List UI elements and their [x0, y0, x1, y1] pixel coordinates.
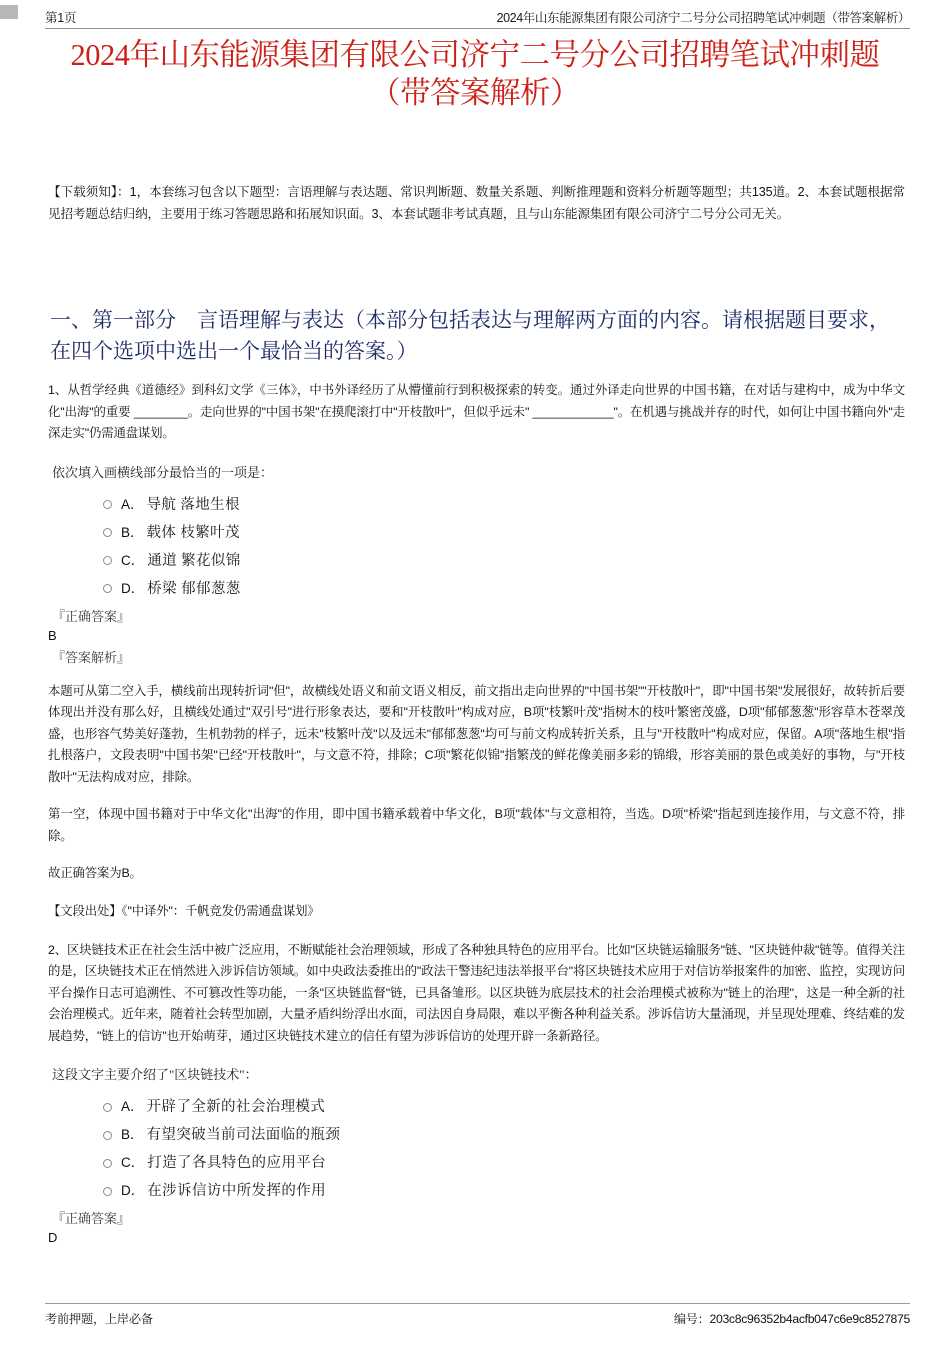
correct-answer-value: D	[48, 1230, 58, 1245]
download-notice: 【下载须知】：1，本套练习包含以下题型：言语理解与表达题、常识判断题、数量关系题、判断推理题和资料分析题等题型；共135道。2、本套试题根据常见招考题总结归纳，主要用于练习答题思路和拓展知识面。3、本套试题非考试真题，且与山东能源集团有限公司济宁二号分公司无关。	[48, 185, 905, 221]
correct-answer-value: B	[48, 627, 57, 643]
radio-button-icon[interactable]	[103, 528, 112, 537]
radio-button-icon[interactable]	[103, 1131, 112, 1140]
option-letter: D．	[121, 1183, 145, 1198]
radio-button-icon[interactable]	[103, 500, 112, 509]
option-text: 导航 落地生根	[146, 496, 240, 513]
option-item[interactable]	[48, 1125, 905, 1145]
footer-slogan: 考前押题，上岸必备	[45, 1312, 153, 1326]
question-block	[48, 940, 905, 1249]
radio-button-icon[interactable]	[103, 1103, 112, 1112]
running-header-title: 2024年山东能源集团有限公司济宁二号分公司招聘笔试冲刺题（带答案解析）	[496, 11, 910, 25]
radio-button-icon[interactable]	[103, 1159, 112, 1168]
option-letter: A．	[121, 496, 144, 512]
question-stem: 2、区块链技术正在社会生活中被广泛应用，不断赋能社会治理领域，形成了各种独具特色的应用平台。比如"区块链运输服务"链、"区块链仲裁"链等。值得关注的是，区块链技术正在悄然进入涉诉信访领域。如中央政法委推出的"政法干警违纪违法举报平台"将区块链技术应用于对信访举报案件的加密、监控，实现访问平台操作日志可追溯性、不可篡改性等功能，一条"区块链监督"链，已具备雏形。以区块链为底层技术的社会治理模式被称为"链上的治理"，这是一种全新的社会治理模式。近年来，随着社会转型加剧，大量矛盾纠纷浮出水面，司法因自身局限，难以平衡各种利益关系。涉诉信访大量涌现，并呈现处理难、终结难的发展趋势，"链上的信访"也开始萌芽，通过区块链技术建立的信任有望为涉诉信访的处理开辟一条新路径。	[48, 942, 905, 1043]
explanation-conclusion: 故正确答案为B。	[48, 866, 142, 880]
question-stem: 1、从哲学经典《道德经》到科幻文学《三体》，中书外译经历了从懵懂前行到积极探索的转变。通过外译走向世界的中国书籍，在对话与建构中，成为中华文化"出海"的重要 ________。走向世界的"中国书架"在摸爬滚打中"开枝散叶"，但似乎远未" ____________"。在机遇与挑战并存的时代，如何让中国书籍向外"走深走实"仍需通盘谋划。	[48, 383, 905, 440]
option-text: 有望突破当前司法面临的瓶颈	[146, 1127, 341, 1143]
explanation-paragraph: 第一空，体现中国书籍对于中华文化"出海"的作用，即中国书籍承载着中华文化，B项"载体"与文意相符，当选。D项"桥梁"指起到连接作用，与文意不符，排除。	[48, 807, 905, 843]
option-list	[48, 495, 905, 599]
question-prompt: 这段文字主要介绍了"区块链技术"：	[52, 1067, 258, 1082]
option-text: 桥梁 郁郁葱葱	[147, 580, 241, 597]
option-text: 开辟了全新的社会治理模式	[146, 1099, 326, 1115]
correct-answer-label: 『正确答案』	[52, 608, 131, 624]
option-item[interactable]	[48, 579, 905, 599]
footer-code-label: 编号：	[673, 1312, 710, 1326]
option-text: 通道 繁花似锦	[147, 552, 241, 569]
question-prompt: 依次填入画横线部分最恰当的一项是：	[52, 464, 274, 480]
option-letter: C．	[121, 552, 145, 568]
page-number-label: 第1页	[45, 11, 77, 25]
option-letter: B．	[121, 1127, 144, 1142]
questions-container	[48, 380, 905, 1249]
running-header	[45, 7, 910, 29]
option-item[interactable]	[48, 495, 905, 515]
option-item[interactable]	[48, 1097, 905, 1117]
option-item[interactable]	[48, 551, 905, 571]
option-letter: C．	[121, 1155, 145, 1170]
option-letter: A．	[121, 1099, 144, 1114]
option-text: 载体 枝繁叶茂	[146, 524, 240, 541]
page-corner-marker	[0, 5, 18, 19]
explanation-paragraph: 本题可从第二空入手，横线前出现转折词"但"，故横线处语义和前文语义相反，前文指出走向世界的"中国书架""开枝散叶"，即"中国书架"发展很好，故转折后要体现出并没有那么好，且横线处通过"双引号"进行形象表达，要和"开枝散叶"构成对应，B项"枝繁叶茂"指树木的枝叶繁密茂盛，D项"郁郁葱葱"形容草木苍翠茂盛，也形容气势美好蓬勃，生机勃勃的样子，远未"枝繁叶茂"以及远未"郁郁葱葱"均可与前文构成转折关系，且与"开枝散叶"构成对应，保留。A项"落地生根"指扎根落户，文段表明"中国书架"已经"开枝散叶"，与文意不符，排除；C项"繁花似锦"指繁茂的鲜花像美丽多彩的锦缎，形容美丽的景色或美好的事物，与"开枝散叶"无法构成对应，排除。	[48, 683, 905, 784]
source-citation: 【文段出处】《"中译外"：千帆竞发仍需通盘谋划》	[48, 903, 320, 918]
page-title-line-2: （带答案解析）	[370, 76, 580, 110]
option-item[interactable]	[48, 1153, 905, 1173]
option-text: 在涉诉信访中所发挥的作用	[147, 1183, 327, 1199]
section-heading: 一、第一部分 言语理解与表达（本部分包括表达与理解两方面的内容。请根据题目要求，在四个选项中选出一个最恰当的答案。）	[50, 308, 890, 363]
page-title	[55, 36, 895, 112]
radio-button-icon[interactable]	[103, 556, 112, 565]
option-list	[48, 1097, 905, 1201]
page-title-line-1: 2024年山东能源集团有限公司济宁二号分公司招聘笔试冲刺题	[70, 38, 880, 72]
option-item[interactable]	[48, 1181, 905, 1201]
correct-answer-label: 『正确答案』	[52, 1211, 131, 1226]
question-block	[48, 380, 905, 922]
option-letter: B．	[121, 524, 144, 540]
footer-code-value: 203c8c96352b4acfb047c6e9c8527875	[709, 1312, 910, 1326]
option-text: 打造了各具特色的应用平台	[147, 1155, 327, 1171]
option-letter: D．	[121, 580, 145, 596]
footer-code	[674, 1310, 910, 1327]
answer-explanation-label: 『答案解析』	[52, 649, 131, 665]
option-item[interactable]	[48, 523, 905, 543]
page-footer	[45, 1303, 910, 1327]
radio-button-icon[interactable]	[103, 1187, 112, 1196]
radio-button-icon[interactable]	[103, 584, 112, 593]
